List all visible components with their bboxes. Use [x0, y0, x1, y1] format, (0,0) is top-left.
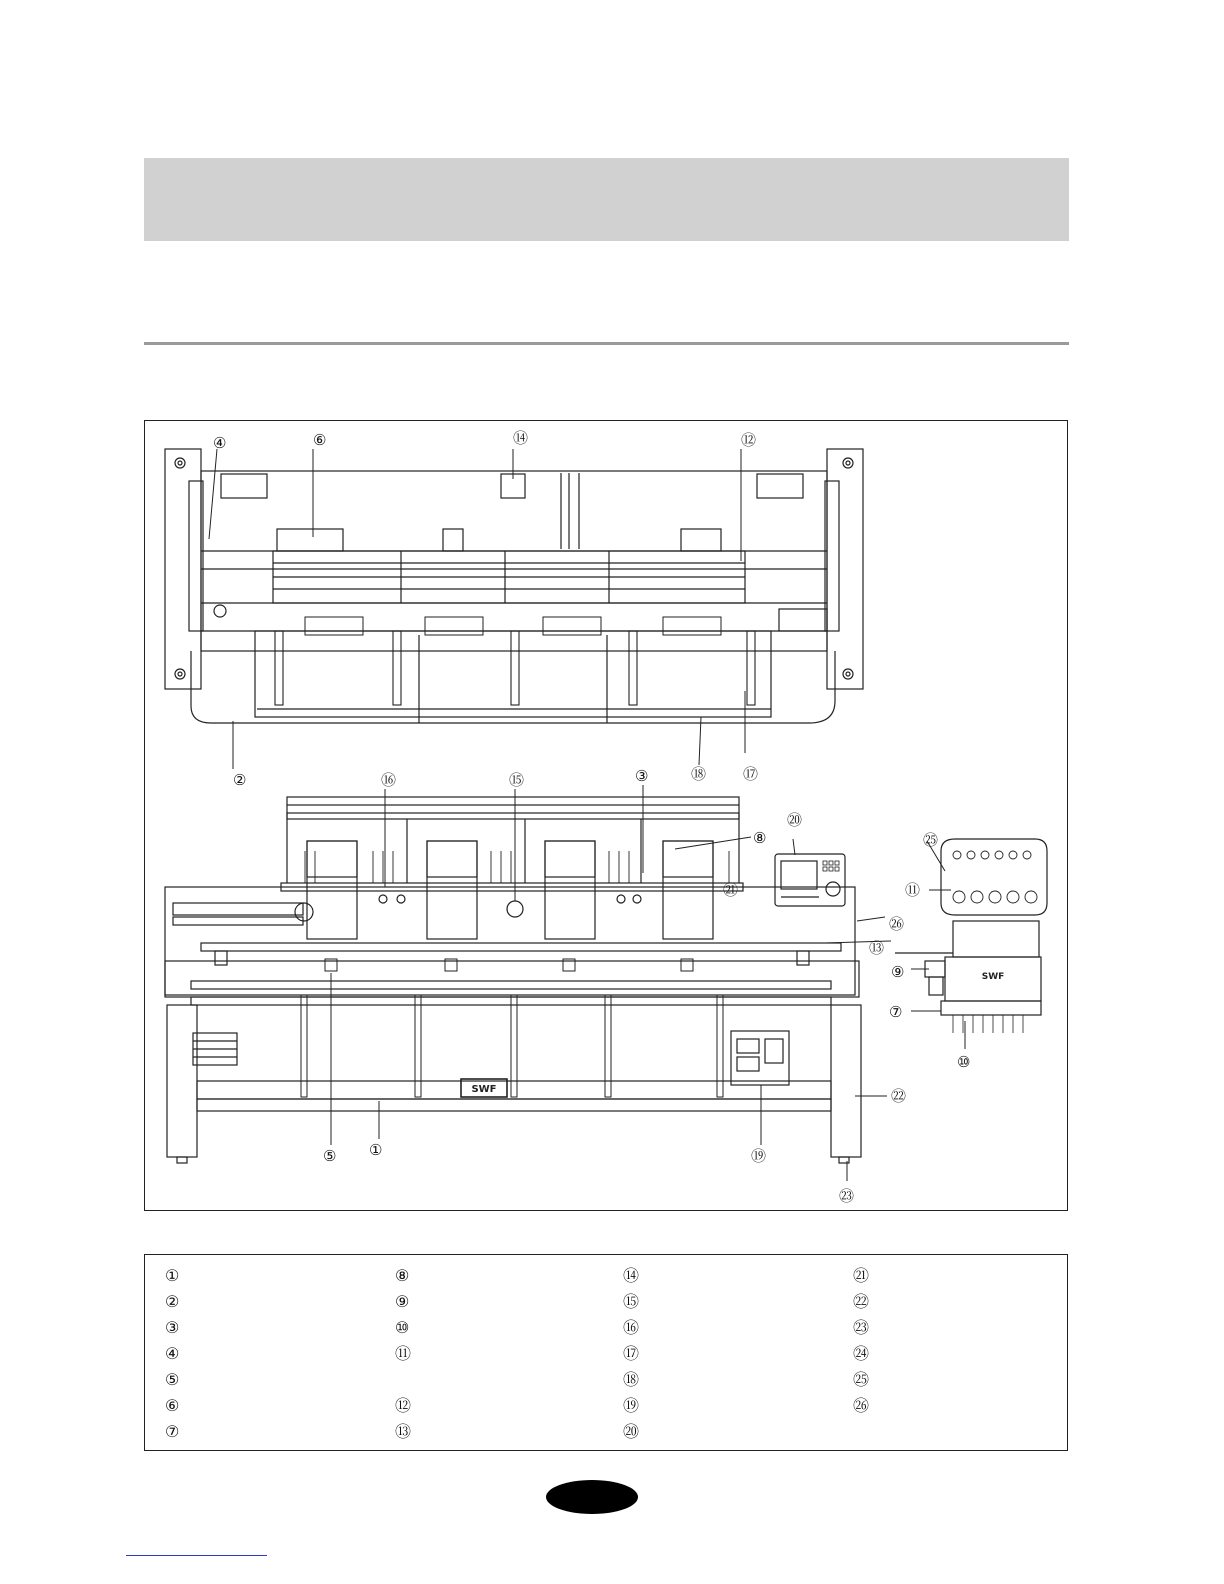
brand-plate-text: SWF [471, 1084, 497, 1095]
legend-item: ㉔ [853, 1344, 870, 1363]
callout-7: ⑦ [889, 1003, 903, 1021]
callout-14: ⑭ [513, 429, 529, 447]
machine-diagram [145, 421, 1069, 1212]
top-left-bracket [165, 449, 201, 689]
callout-2: ② [233, 771, 247, 789]
callout-6: ⑥ [313, 431, 327, 449]
callout-21: ㉑ [723, 881, 739, 899]
callout-22: ㉒ [891, 1087, 907, 1105]
head-brand-text: SWF [981, 972, 1005, 982]
legend-item: ⑦ [165, 1422, 180, 1441]
legend-item: ③ [165, 1318, 180, 1337]
callout-11: ⑪ [905, 881, 921, 899]
legend-item: ㉑ [853, 1266, 870, 1285]
parts-legend [144, 1254, 1068, 1451]
callout-20: ⑳ [787, 811, 803, 829]
legend-item: ⑭ [623, 1266, 640, 1285]
legend-item: ⑳ [623, 1422, 640, 1441]
legend-item: ⑰ [623, 1344, 640, 1363]
legend-item: ㉒ [853, 1292, 870, 1311]
callout-8: ⑧ [753, 829, 767, 847]
callout-12: ⑫ [741, 431, 757, 449]
callout-1: ① [369, 1141, 383, 1159]
legend-item: ⑧ [395, 1266, 410, 1285]
top-right-bracket [827, 449, 863, 689]
callout-25: ㉕ [923, 831, 939, 849]
front-view [165, 797, 861, 1163]
legend-item: ④ [165, 1344, 180, 1363]
machine-diagram-frame [144, 420, 1068, 1211]
callout-9: ⑨ [891, 963, 905, 981]
legend-item: ⑱ [623, 1370, 640, 1389]
legend-item: ⑥ [165, 1396, 180, 1415]
page-number-badge [546, 1480, 638, 1514]
callout-26: ㉖ [889, 915, 905, 933]
footer-link-underline [126, 1555, 267, 1556]
section-header-band [144, 158, 1069, 241]
callout-5: ⑤ [323, 1147, 337, 1165]
callout-23: ㉓ [839, 1187, 855, 1205]
callout-13: ⑬ [869, 939, 885, 957]
top-view [165, 449, 863, 723]
callout-16: ⑯ [381, 771, 397, 789]
head-detail-view [895, 839, 1047, 1033]
legend-item: ② [165, 1292, 180, 1311]
sewing-heads [307, 841, 713, 939]
legend-item: ⑤ [165, 1370, 180, 1389]
legend-item: ⑨ [395, 1292, 410, 1311]
legend-item: ⑮ [623, 1292, 640, 1311]
callout-4: ④ [213, 434, 227, 452]
callout-18: ⑱ [691, 765, 707, 783]
callout-19: ⑲ [751, 1147, 767, 1165]
legend-item: ⑬ [395, 1422, 412, 1441]
callout-17: ⑰ [743, 765, 759, 783]
legend-item: ⑫ [395, 1396, 412, 1415]
leader-lines [209, 449, 965, 1181]
legend-item: ⑪ [395, 1344, 412, 1363]
operation-panel [775, 854, 845, 906]
legend-item: ㉓ [853, 1318, 870, 1337]
legend-item: ① [165, 1266, 180, 1285]
legend-item: ⑩ [395, 1318, 410, 1337]
section-divider-rule [144, 342, 1069, 345]
callout-3: ③ [635, 767, 649, 785]
legend-item: ⑯ [623, 1318, 640, 1337]
callout-10: ⑩ [957, 1053, 971, 1071]
callout-15: ⑮ [509, 771, 525, 789]
legend-item: ㉕ [853, 1370, 870, 1389]
legend-item: ㉖ [853, 1396, 870, 1415]
legend-item: ⑲ [623, 1396, 640, 1415]
